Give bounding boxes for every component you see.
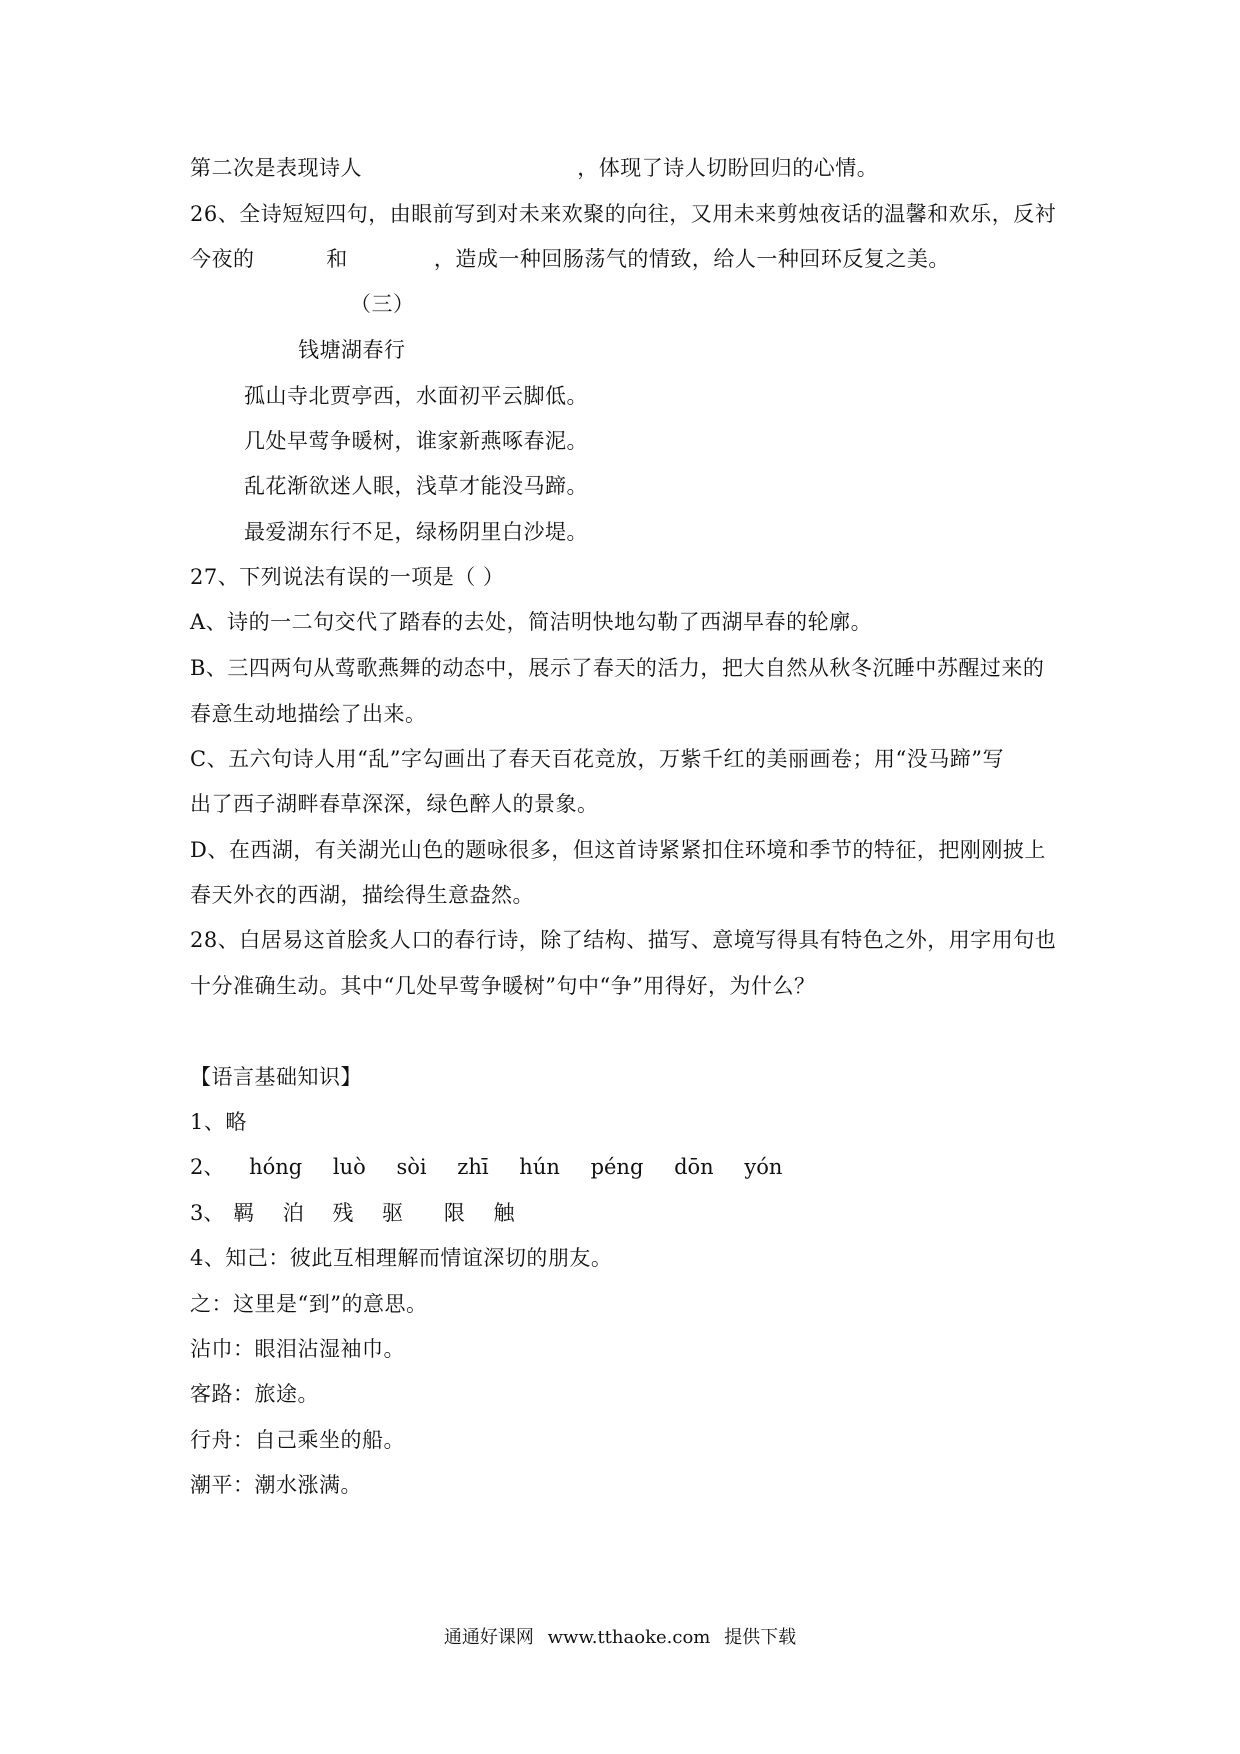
question-28-line-2: 十分准确生动。其中“几处早莺争暖树”句中“争”用得好，为什么？ [190,974,816,998]
footer-suffix: 提供下载 [724,1627,797,1648]
option-d-line-2: 春天外衣的西湖，描绘得生意盎然。 [190,883,534,907]
answer-1: 1、略 [190,1110,247,1134]
answer-section-heading: 【语言基础知识】 [190,1065,362,1089]
pinyin-item: sòi [396,1155,427,1179]
footer-site-name: 通通好课网 [443,1627,534,1648]
char-item: 限 [443,1201,465,1225]
answer-2-pinyin-row [190,1153,806,1181]
option-c-line-1: C、五六句诗人用“乱”字勾画出了春天百花竞放，万紫千红的美丽画卷；用“没马蹄”写 [190,747,1005,771]
q26-line-2: 今夜的 和 ，造成一种回肠荡气的情致，给人一种回环反复之美。 [190,247,950,271]
answer-4-zhi: 之：这里是“到”的意思。 [190,1292,428,1316]
answer-4-xingzhou: 行舟：自己乘坐的船。 [190,1428,405,1452]
footer-url[interactable]: www.tthaoke.com [547,1627,711,1648]
answer-3-number: 3、 [190,1201,225,1225]
char-item: 触 [493,1201,515,1225]
answer-2-number: 2、 [190,1155,225,1179]
char-item: 泊 [282,1201,304,1225]
question-28-line-1: 28、白居易这首脍炙人口的春行诗，除了结构、描写、意境写得具有特色之外，用字用句也 [190,928,1057,952]
q26-line-1: 26、全诗短短四句，由眼前写到对未来欢聚的向往，又用未来剪烛夜话的温馨和欢乐，反衬 [190,202,1057,226]
q25-answer-line: 第二次是表现诗人 ，体现了诗人切盼回归的心情。 [190,156,879,180]
poem-line: 乱花渐欲迷人眼，浅草才能没马蹄。 [244,474,588,498]
char-item: 羁 [233,1201,255,1225]
option-b-line-1: B、三四两句从莺歌燕舞的动态中，展示了春天的活力，把大自然从秋冬沉睡中苏醒过来的 [190,656,1045,680]
answer-4: 4、知己：彼此互相理解而情谊深切的朋友。 [190,1246,613,1270]
pinyin-item: yón [744,1155,783,1179]
poem-line: 几处早莺争暖树，谁家新燕啄春泥。 [244,429,588,453]
pinyin-item: zhī [457,1155,489,1179]
pinyin-item: hún [519,1155,560,1179]
poem-line: 最爱湖东行不足，绿杨阴里白沙堤。 [244,520,588,544]
char-item: 驱 [382,1201,404,1225]
char-item: 残 [332,1201,354,1225]
pinyin-item: péng [590,1155,644,1179]
option-a: A、诗的一二句交代了踏春的去处，简洁明快地勾勒了西湖早春的轮廓。 [190,610,873,634]
answer-4-zhanjin: 沾巾：眼泪沾湿袖巾。 [190,1337,405,1361]
pinyin-item: dōn [674,1155,714,1179]
answer-4-chaoping: 潮平：潮水涨满。 [190,1473,362,1497]
answer-4-kelu: 客路：旅途。 [190,1382,319,1406]
page-footer [0,1626,1240,1650]
option-d-line-1: D、在西湖，有关湖光山色的题咏很多，但这首诗紧紧扣住环境和季节的特征，把刚刚披上 [190,838,1046,862]
poem-line: 孤山寺北贾亭西，水面初平云脚低。 [244,384,588,408]
section-heading: （三） [350,292,415,316]
poem-title: 钱塘湖春行 [298,338,406,362]
question-27: 27、下列说法有误的一项是（ ） [190,565,505,589]
option-b-line-2: 春意生动地描绘了出来。 [190,702,427,726]
pinyin-item: hóng [249,1155,303,1179]
pinyin-item: luò [332,1155,366,1179]
answer-3-chars-row [190,1199,537,1227]
option-c-line-2: 出了西子湖畔春草深深，绿色醉人的景象。 [190,792,599,816]
